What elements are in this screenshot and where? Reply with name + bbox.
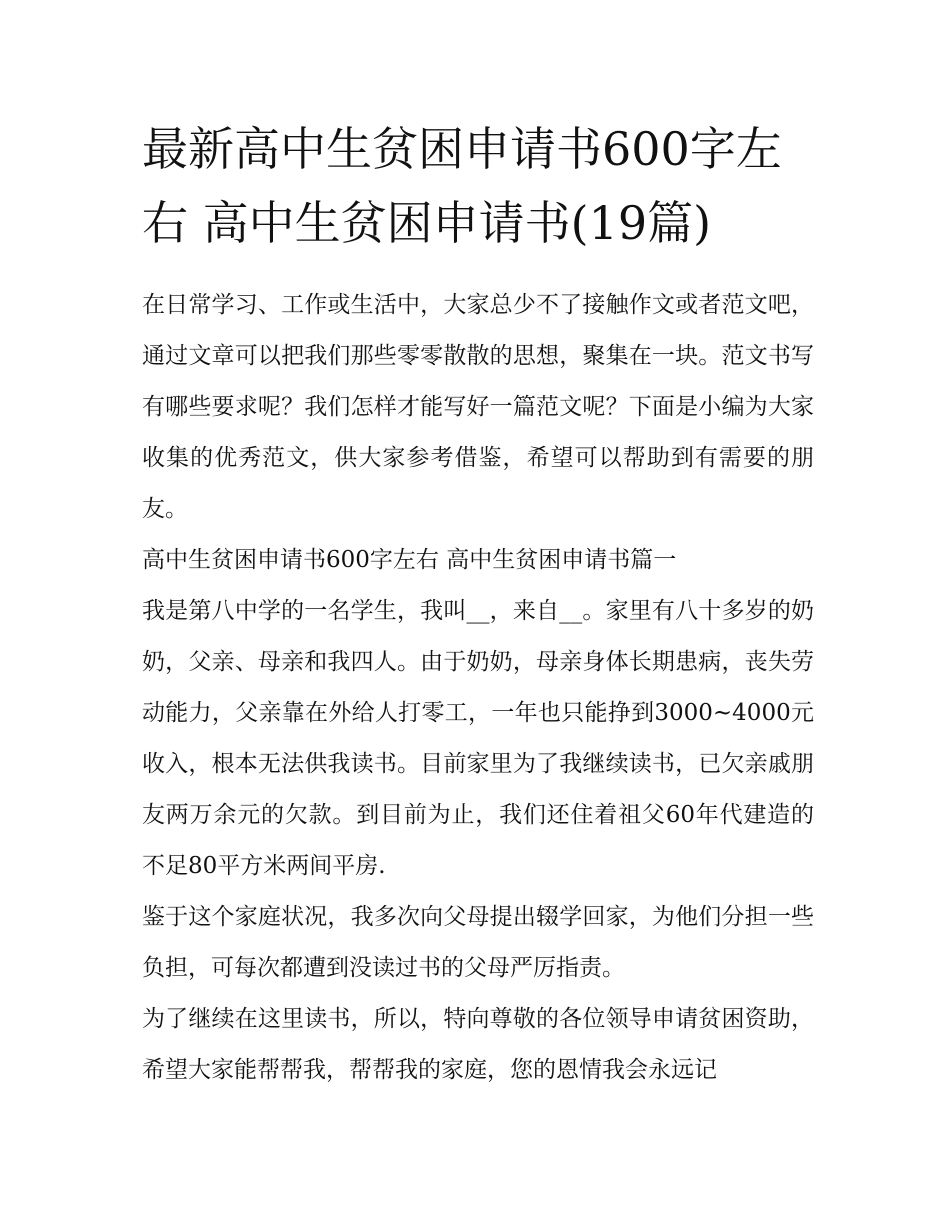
document-page — [142, 112, 814, 1096]
section-heading: 高中生贫困申请书600字左右 高中生贫困申请书篇一 — [142, 547, 677, 573]
body-paragraph-3: 为了继续在这里读书，所以，特向尊敬的各位领导申请贫困资助，希望大家能帮帮我，帮帮我的家庭，您的恩情我会永远记 — [142, 1006, 814, 1083]
body-paragraph-2: 鉴于这个家庭状况，我多次向父母提出辍学回家，为他们分担一些负担，可每次都遭到没读过书的父母严厉指责。 — [142, 904, 814, 981]
intro-paragraph: 在日常学习、工作或生活中，大家总少不了接触作文或者范文吧，通过文章可以把我们那些零零散散的思想，聚集在一块。范文书写有哪些要求呢？我们怎样才能写好一篇范文呢？下面是小编为大家收集的优秀范文，供大家参考借鉴，希望可以帮助到有需要的朋友。 — [142, 292, 814, 522]
body-paragraph-1: 我是第八中学的一名学生，我叫__，来自__。家里有八十多岁的奶奶，父亲、母亲和我四人。由于奶奶，母亲身体长期患病，丧失劳动能力，父亲靠在外给人打零工，一年也只能挣到3000~4000元收入，根本无法供我读书。目前家里为了我继续读书，已欠亲戚朋友两万余元的欠款。到目前为止，我们还住着祖父60年代建造的不足80平方米两间平房. — [142, 598, 814, 879]
document-title: 最新高中生贫困申请书600字左右 高中生贫困申请书(19篇) — [142, 122, 782, 250]
